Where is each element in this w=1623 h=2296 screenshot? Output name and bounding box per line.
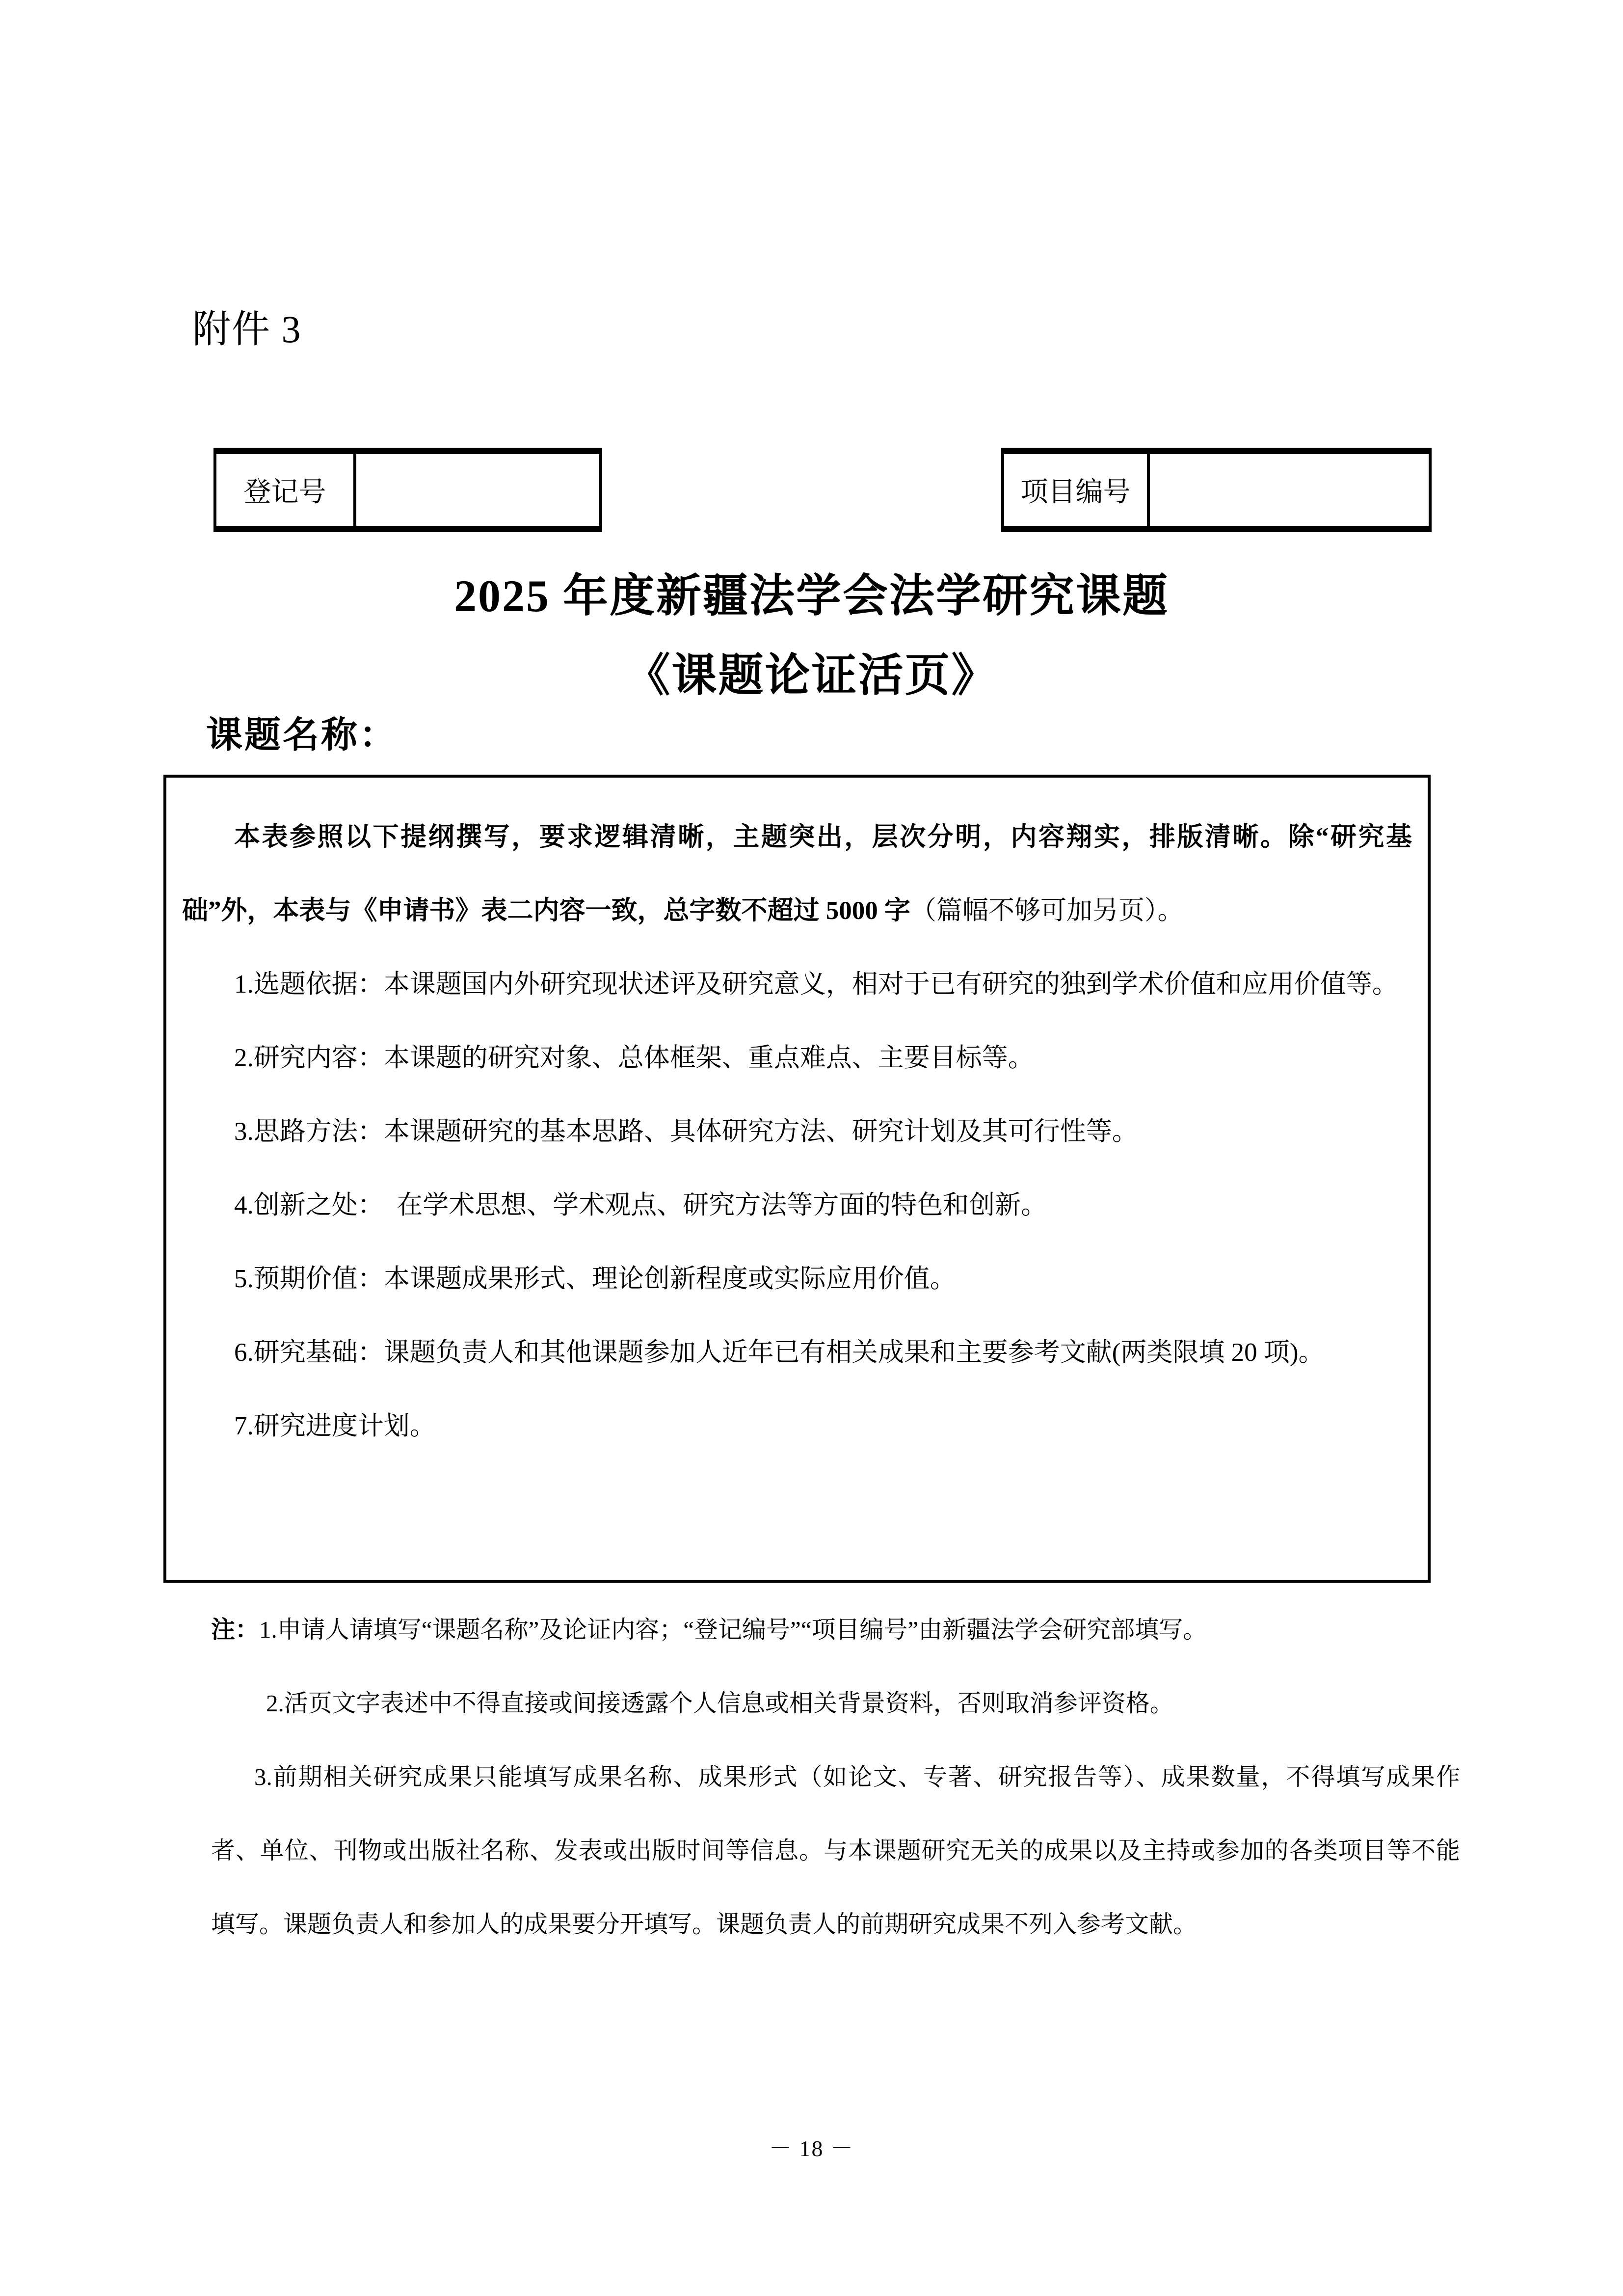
outline-item-5: 5.预期价值：本课题成果形式、理论创新程度或实际应用价值。 xyxy=(234,1265,956,1293)
instructions-intro-main: 本表参照以下提纲撰写，要求逻辑清晰，主题突出，层次分明，内容翔实，排版清晰。除“研究基础”外，本表与《申请书》表二内容一致，总字数不超过 5000 字 xyxy=(182,823,1412,925)
document-title-line2: 《课题论证活页》 xyxy=(625,650,998,701)
outline-item-1: 1.选题依据：本课题国内外研究现状述评及研究意义，相对于已有研究的独到学术价值和应用价值等。 xyxy=(234,970,1398,999)
registration-number-label: 登记号 xyxy=(216,454,356,526)
outline-item-4: 4.创新之处： 在学术思想、学术观点、研究方法等方面的特色和创新。 xyxy=(234,1191,1047,1219)
notes-section xyxy=(211,1593,1460,1961)
instructions-box xyxy=(163,775,1431,1583)
notes-label: 注： xyxy=(211,1616,260,1643)
page-number: － 18 － xyxy=(769,2136,854,2161)
outline-item-6: 6.研究基础：课题负责人和其他课题参加人近年已有相关成果和主要参考文献(两类限填 20 项)。 xyxy=(234,1338,1325,1367)
outline-item-7: 7.研究进度计划。 xyxy=(234,1412,436,1440)
document-title-line1: 2025 年度新疆法学会法学研究课题 xyxy=(453,571,1169,621)
project-number-label: 项目编号 xyxy=(1004,454,1150,526)
outline-item-2: 2.研究内容：本课题的研究对象、总体框架、重点难点、主要目标等。 xyxy=(234,1044,1034,1072)
topic-name-label: 课题名称： xyxy=(206,715,398,756)
instructions-intro-period: 。 xyxy=(1157,896,1184,925)
note-item-1 xyxy=(211,1593,1460,1667)
outline-item-3: 3.思路方法：本课题研究的基本思路、具体研究方法、研究计划及其可行性等。 xyxy=(234,1117,1138,1146)
instructions-intro xyxy=(182,800,1412,947)
note-item-2: 2.活页文字表述中不得直接或间接透露个人信息或相关背景资料，否则取消参评资格。 xyxy=(266,1690,1174,1717)
note-item-1-text: 1.申请人请填写“课题名称”及论证内容；“登记编号”“项目编号”由新疆法学会研究部填写。 xyxy=(259,1616,1207,1643)
attachment-label: 附件 3 xyxy=(192,308,302,351)
registration-number-box xyxy=(213,448,602,532)
note-item-3: 3.前期相关研究成果只能填写成果名称、成果形式（如论文、专著、研究报告等）、成果数量，不得填写成果作者、单位、刊物或出版社名称、发表或出版时间等信息。与本课题研究无关的成果以及主持或参加的各类项目等不能填写。课题负责人和参加人的成果要分开填写。课题负责人的前期研究成果不列入参考文献。 xyxy=(211,1763,1460,1938)
project-number-box xyxy=(1001,448,1432,532)
instructions-intro-paren: （篇幅不够可加另页） xyxy=(910,896,1158,925)
registration-number-value-cell xyxy=(356,454,599,526)
project-number-value-cell xyxy=(1150,454,1429,526)
